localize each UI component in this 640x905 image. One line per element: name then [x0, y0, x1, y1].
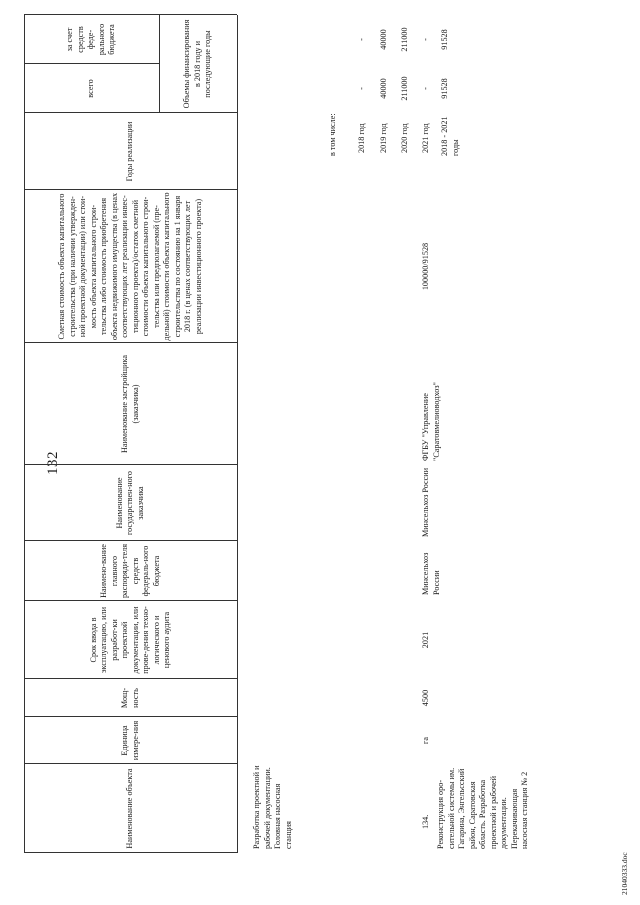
- header-federal: за счет средств феде-рального бюджета: [65, 23, 117, 56]
- breakdown-year: 2021 год: [421, 123, 430, 153]
- breakdown-federal: 40000: [379, 29, 388, 50]
- row-term: 2021: [421, 631, 430, 649]
- row-unit: га: [421, 737, 430, 744]
- row-capacity: 4500: [421, 689, 430, 707]
- row-cost: 100000/91528: [421, 242, 430, 291]
- header-manager: Наимено-вание главного распоряди-теля средств федераль-ного бюджета: [99, 543, 161, 599]
- row-customer: Минсельхоз России: [421, 467, 430, 537]
- breakdown-federal: 211000: [400, 27, 409, 52]
- breakdown-total: 211000: [400, 76, 409, 101]
- breakdown-federal: -: [357, 38, 366, 41]
- row-manager: Минсельхоз России: [421, 552, 441, 595]
- header-cost: Сметная стоимость объекта капитального строительства (при наличии утвержден-ной проектной документации) или стои-мость объекта капитального строи-тельства либо стоимость приобретения объекта недвижимого имущества (в ценах соответствующих лет реализации инвес-тиционного проекта)/остаток сметной стоимости объекта капитального строи-тельства или предполагаемой (пре-дельной) стоимости объекта капитального строительства по состоянию на 1 января 2018 г. (в ценах соответствующих лет реализации инвестиционного проекта): [57, 192, 203, 341]
- breakdown-year: 2018 год: [357, 123, 366, 153]
- breakdown-total: 40000: [379, 78, 388, 99]
- page-number: 132: [45, 451, 61, 475]
- breakdown-total: 91528: [440, 78, 449, 99]
- breakdown-year: 2018 - 2021 годы: [440, 116, 460, 156]
- row-object-name: Реконструкция оро-сительной системы им. Гагарина, Энгельсский район, Саратовская область. Разработка проектной и рабочей документации. Перекачивающая насосная станция № 2: [436, 767, 529, 849]
- header-object-name: Наименование объекта: [125, 768, 135, 849]
- breakdown-total: -: [357, 87, 366, 90]
- breakdown-intro: в том числе:: [328, 113, 337, 156]
- breakdown-year: 2019 год: [379, 123, 388, 153]
- header-unit: Единица измере-ния: [120, 720, 140, 761]
- breakdown-federal: -: [421, 38, 430, 41]
- breakdown-year: 2020 год: [400, 123, 409, 153]
- section-title: Разработка проектной и рабочей документации. Головная насосная станция: [252, 765, 293, 849]
- header-years: Годы реализации: [125, 121, 135, 182]
- row-developer: ФГБУ "Управление "Саратовмелиоводхоз": [421, 382, 441, 461]
- header-term: Срок ввода в эксплуатацию, или разработ-ки проектной документации, или прове-дения техно-логического и ценового аудита: [88, 606, 171, 674]
- file-code: 21040333.doc: [620, 852, 629, 895]
- breakdown-federal: 91528: [440, 29, 449, 50]
- header-total: всего: [86, 79, 96, 98]
- header-funding: Объемы финансирования в 2018 году и последующие годы: [182, 19, 213, 109]
- row-number: 134.: [421, 814, 430, 829]
- header-customer: Наименование государствен-ного заказчика: [114, 471, 145, 535]
- breakdown-total: -: [421, 87, 430, 90]
- header-capacity: Мощ-ность: [120, 687, 140, 709]
- header-developer: Наименование застройщика (заказчика): [120, 355, 140, 453]
